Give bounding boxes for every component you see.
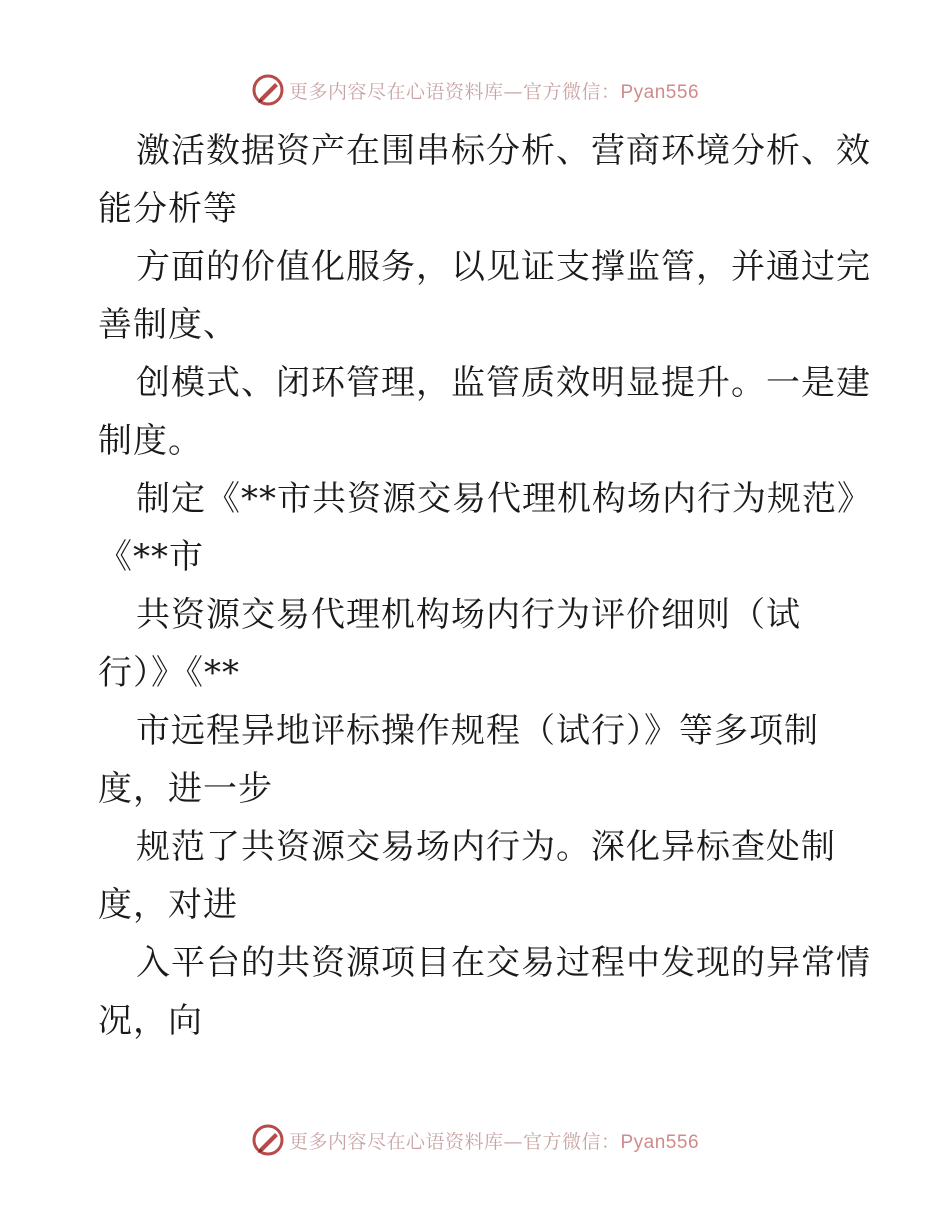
- watermark-text: 更多内容尽在心语资料库—官方微信：Pyan556: [288, 1130, 700, 1153]
- text-line: 激活数据资产在围串标分析、营商环境分析、效: [136, 131, 871, 171]
- text-line: 善制度、: [98, 305, 238, 345]
- text-line: 方面的价值化服务，以见证支撑监管，并通过完: [136, 247, 871, 287]
- text-line: 制定《**市共资源交易代理机构场内行为规范》: [136, 479, 872, 519]
- text-line: 入平台的共资源项目在交易过程中发现的异常情: [136, 943, 871, 983]
- watermark-text: 更多内容尽在心语资料库—官方微信：Pyan556: [288, 80, 700, 103]
- text-line: 规范了共资源交易场内行为。深化异标查处制: [136, 827, 836, 867]
- header-watermark: [0, 70, 950, 110]
- text-line: 共资源交易代理机构场内行为评价细则（试: [136, 595, 801, 635]
- text-line: 度，对进: [98, 885, 238, 925]
- text-line: 《**市: [98, 537, 204, 577]
- pen-logo-icon: [251, 73, 285, 107]
- footer-watermark: [0, 1120, 950, 1160]
- text-line: 市远程异地评标操作规程（试行）》等多项制: [136, 711, 819, 751]
- text-line: 能分析等: [98, 189, 238, 229]
- text-line: 创模式、闭环管理，监管质效明显提升。一是建: [136, 363, 871, 403]
- text-line: 行）》《**: [98, 653, 240, 693]
- text-line: 制度。: [98, 421, 203, 461]
- text-line: 度，进一步: [98, 769, 273, 809]
- pen-logo-icon: [251, 1123, 285, 1157]
- document-body: [98, 122, 872, 1050]
- text-line: 况，向: [98, 1001, 203, 1041]
